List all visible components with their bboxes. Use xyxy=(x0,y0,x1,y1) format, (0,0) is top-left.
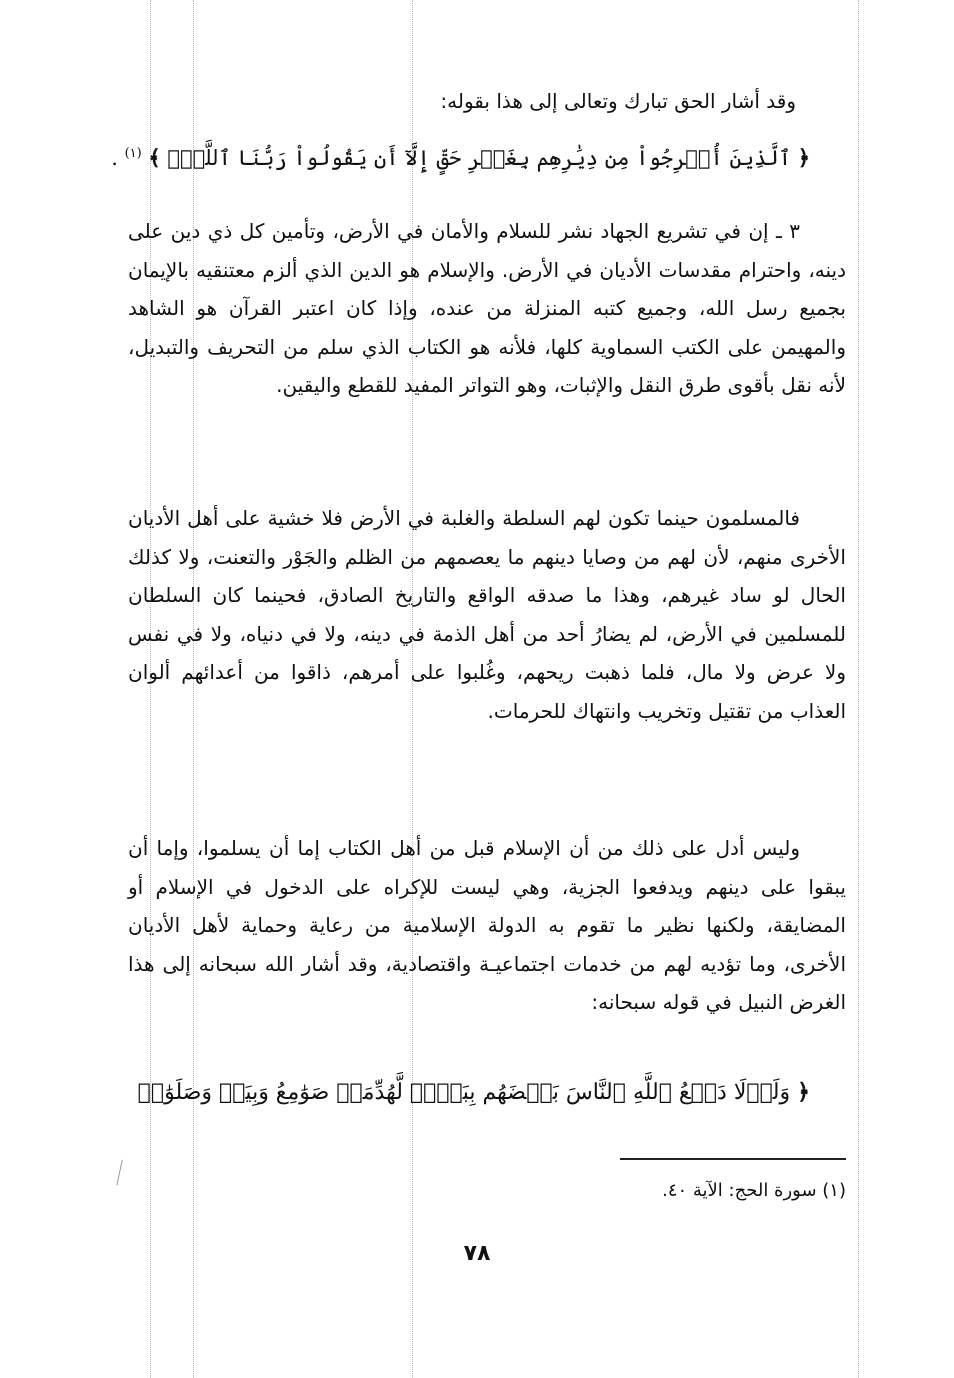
paragraph-text: وليس أدل على ذلك من أن الإسلام قبل من أهل الكتاب إما أن يسلموا، وإما أن يبقوا على دينهم ويدفعوا الجزية، وهي ليست للإكراه على الدخول في الإسلام أو المضايقة، ولكنها نظير ما تقوم به الدولة الإسلامية من رعاية وحماية لأهل الأديان الأخرى، وما تؤديه لهم من خدمات اجتماعيـة واقتصادية، وقد أشار الله سبحانه إلى هذا الغرض النبيل في قوله سبحانه: xyxy=(128,836,846,1014)
paragraph-text: إن في تشريع الجهاد نشر للسلام والأمان في الأرض، وتأمين كل ذي دين على دينه، واحترام مقدسات الأديان في الأرض. والإسلام هو الدين الذي ألزم معتنقيه بالإيمان بجميع رسل الله، وجميع كتبه المنزلة من عنده، وإذا كان اعتبر القرآن هو الشاهد والمهيمن على الكتب السماوية كلها، فلأنه هو الكتاب الذي سلم من التحريف والتبديل، لأنه نقل بأقوى طرق النقل والإثبات، وهو التواتر المفيد للقطع واليقين. xyxy=(128,219,846,397)
footnote: (١) سورة الحج: الآية ٤٠. xyxy=(662,1180,846,1201)
footnote-separator xyxy=(620,1158,846,1160)
verse-end-period: . xyxy=(111,146,118,170)
quran-verse-2 xyxy=(137,1068,810,1117)
verse-open-bracket: ﴿ xyxy=(797,145,810,170)
paragraph-evidence xyxy=(128,829,846,1022)
intro-line: وقد أشار الحق تبارك وتعالى إلى هذا بقوله: xyxy=(440,89,796,113)
paragraph-number: ٣ ـ xyxy=(776,219,801,243)
verse-text: ٱلَّذِينَ أُخۡرِجُواْ مِن دِيَٰرِهِم بِغَيۡرِ حَقٍّ إِلَّآ أَن يَقُولُواْ رَبُّنَا ٱللَّهُۗ xyxy=(167,146,791,170)
page-number: ٧٨ xyxy=(463,1241,491,1266)
paragraph-text: فالمسلمون حينما تكون لهم السلطة والغلبة في الأرض فلا خشية على أهل الأديان الأخرى منهم، لأن لهم من وصايا دينهم ما يعصمهم من الظلم والجَوْر والتعنت، ولا كذلك الحال لو ساد غيرهم، وهذا ما صدقه الواقع والتاريخ الصادق، فحينما كان السلطان للمسلمين في الأرض، لم يضارُ أحد من أهل الذمة في دينه، ولا في دنياه، ولا في نفس ولا عرض ولا مال، فلما ذهبت ريحهم، وغُلبوا على أمرهم، ذاقوا من أعدائهم ألوان العذاب من تقتيل وتخريب وانتهاك للحرمات. xyxy=(128,506,846,723)
scan-mark xyxy=(116,1160,126,1186)
verse-open-bracket: ﴿ xyxy=(797,1079,810,1105)
quran-verse-1 xyxy=(111,132,810,180)
paragraph-3 xyxy=(128,212,846,405)
scan-guide-line xyxy=(858,0,859,1378)
verse-text: وَلَوۡلَا دَفۡعُ ٱللَّهِ ٱلنَّاسَ بَعۡضَهُم بِبَعۡضٖ لَّهُدِّمَتۡ صَوَٰمِعُ وَبِيَعٞ وَصَلَوَٰتٞ xyxy=(137,1080,791,1105)
verse-close-bracket: ﴾ xyxy=(148,145,161,170)
footnote-reference: (١) xyxy=(124,146,142,161)
paragraph-muslims xyxy=(128,499,846,730)
